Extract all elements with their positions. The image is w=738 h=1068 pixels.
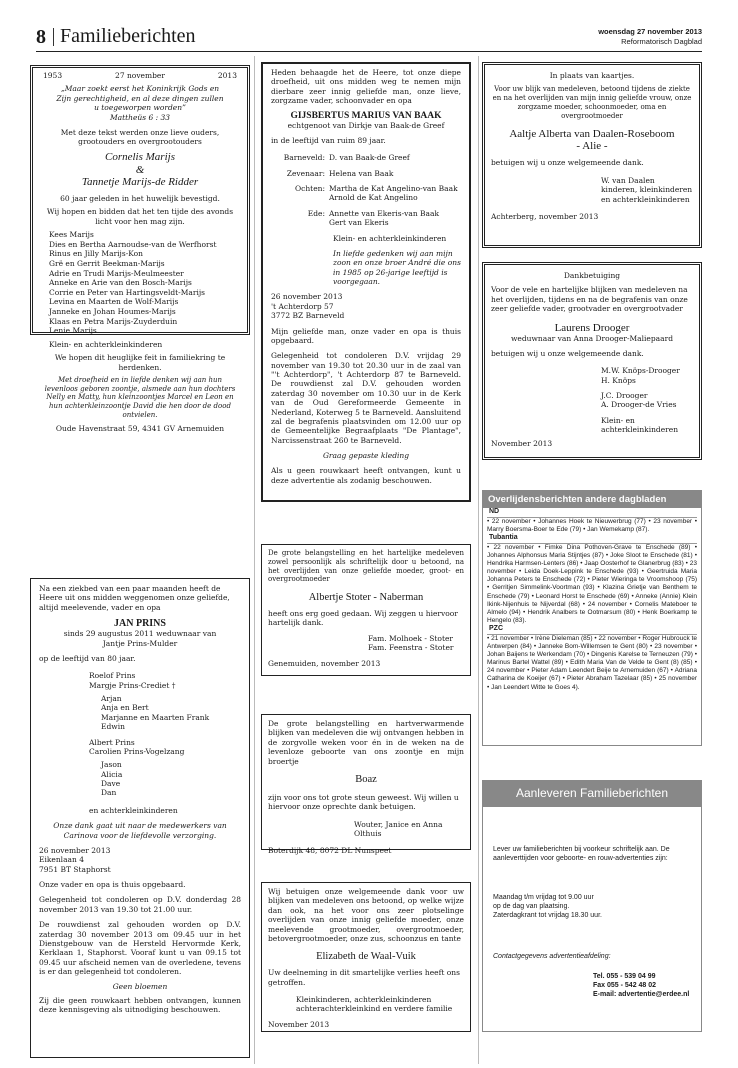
place-date: Genemuiden, november 2013 (268, 658, 381, 668)
member: Dave (101, 779, 121, 788)
name2: Tannetje Marijs-de Ridder (81, 175, 199, 188)
home: Onze vader en opa is thuis opgebaard. (39, 880, 186, 889)
years: 60 jaar geleden in het huwelijk bevestigd. (60, 194, 220, 204)
ad-van-baak (261, 62, 471, 502)
intro: Lever uw familieberichten bij voorkeur schriftelijk aan. De aanleverttijden voor geboorte- en rouw-advertenties zijn: (493, 846, 670, 863)
header-rule (36, 51, 702, 52)
ad-jan-prins (30, 578, 250, 1058)
section-text-pzc: • 21 november • Irène Dieleman (85) • 22 november • Roger Hubrouck te Antwerpen (84) • Janneke Bom-Willemsen te Gent (80) • 23 november • Johan Baijens te Werkendam (70) • Dingenis Karelse te Terneuzen (79) • Marinus Bartel Wattel (89) • Edith Maria Van de Velde te Gent (8) (85) • 24 november • Pieter Adam Leendert Beije te Arnemuiden (67) • Adriana Catharina de Koeijer (67) • Pieter Abraham Tazelaar (85) • 25 november • Jan Leendert Witte te Goes 4). (487, 634, 697, 691)
flowers: Geen bloemen (112, 982, 168, 992)
list-item: Lenie Marijs (49, 326, 97, 336)
member: Dan (101, 788, 117, 798)
header-divider (53, 28, 54, 46)
bible-quote: „Maar zoekt eerst het Koninkrijk Gods en Zijn gerechtigheid, en al deze dingen zullen u toegeworpen worden” (56, 84, 224, 113)
deceased-name: Aaltje Alberta van Daalen-Roseboom (509, 128, 675, 141)
ad-van-daalen (482, 62, 702, 248)
signer: Kleinkinderen, achterkleinkinderen (296, 995, 432, 1004)
member: Marjanne en Maarten Frank (101, 712, 210, 722)
address-line: 3772 BZ Barneveld (271, 311, 345, 321)
spouse: weduwnaar van Anna Drooger-Maliepaard (510, 333, 673, 343)
date: November 2013 (268, 1019, 330, 1029)
place: Ede: (307, 208, 325, 218)
names: Martha de Kat Angelino-van Baak (329, 184, 458, 193)
aanleveren-body (483, 845, 701, 999)
quote-ref: Mattheüs 6 : 33 (109, 112, 171, 122)
text: De grote belangstelling en het hartelijke medeleven zowel persoonlijk als schriftelijk door u betoond, na het overlijden van onze geliefde moeder, groot- en overgrootmoeder (268, 549, 464, 584)
page-header (36, 26, 702, 50)
grandchildren-group (89, 694, 241, 732)
signers (491, 176, 693, 204)
family-row (271, 184, 461, 203)
date-mid: 27 november (115, 71, 165, 80)
header-date: woensdag 27 november 2013 (598, 27, 702, 36)
overlijdens-body (483, 508, 701, 692)
condole: Gelegenheid tot condoleren op D.V. donderdag 28 november 2013 van 19.30 tot 21.00 uur. (39, 895, 241, 914)
family (39, 671, 241, 798)
deceased-name: Albertje Stoter - Naberman (308, 592, 424, 603)
overlijdens-panel (482, 490, 702, 746)
ad-boaz (261, 714, 471, 856)
page-title: Familieberichten (60, 25, 196, 47)
list-item: Levina en Maarten de Wolf-Marijs (49, 297, 179, 307)
address-block (39, 846, 241, 874)
list-item: Corrie en Peter van Hartingsveldt-Marijs (49, 287, 206, 297)
time-line: Maandag t/m vrijdag tot 9.00 uur (493, 894, 594, 902)
ad-marijs (30, 65, 250, 433)
memorial: In liefde gedenken wij aan mijn zoon en onze broer André die ons in 1985 op 26-jarige leeftijd is voorgegaan. (333, 248, 461, 286)
column-divider (254, 56, 255, 1064)
thanks: Onze dank gaat uit naar de medewerkers van Carinova voor de liefdevolle verzorging. (53, 821, 227, 840)
signers (268, 634, 464, 653)
thanks: zijn voor ons tot grote steun geweest. Wij willen u hiervoor onze oprechte dank betuigen. (268, 792, 459, 812)
member: Albert Prins (89, 737, 135, 747)
names: Helena van Baak (329, 168, 394, 178)
signer: M.W. Knöps-Drooger (601, 366, 680, 376)
text: Wij betuigen onze welgemeende dank voor uw blijken van medeleven ons betoond, op welke wijze dan ook, na het voor ons zeer plotselinge overlijden van onze innig geliefde moeder, onze meelevende grootmoeder, overgrootmoeder, betovergrootmoeder, onze zus, schoonzus en tante (268, 887, 464, 943)
aanleveren-panel (482, 780, 702, 1032)
list-item: Janneke en Johan Houmes-Marijs (49, 306, 176, 316)
nickname: - Alie - (576, 140, 608, 153)
year-right: 2013 (217, 71, 237, 80)
list-item: Anneke en Arie van den Bosch-Marijs (49, 278, 192, 288)
family-row (271, 169, 461, 178)
note: Zij die geen rouwkaart hebben ontvangen, kunnen deze kennisgeving als uitnodiging beschouwen. (39, 995, 241, 1015)
thanks: betuigen wij u onze welgemeende dank. (491, 158, 644, 168)
spouse: echtgenoot van Dirkje van Baak-de Greef (287, 120, 445, 130)
thanks: heeft ons erg goed gedaan. Wij zeggen u hiervoor hartelijk dank. (268, 609, 458, 628)
grandkids: Klein- en achterkleinkinderen (49, 339, 163, 349)
signer: Fam. Molhoek - Stoter (368, 633, 453, 643)
list-item: Rinus en Jilly Marijs-Kon (49, 249, 144, 259)
signers (268, 995, 464, 1014)
member: Jason (101, 760, 122, 770)
prayer: Wij hopen en bidden dat het ten tijde des avonds licht voor hen mag zijn. (46, 207, 234, 226)
grandchildren-group (89, 760, 241, 798)
thanks: betuigen wij u onze welgemeende dank. (491, 348, 644, 358)
contact-email[interactable]: E-mail: advertentie@erdee.nl (593, 990, 690, 998)
place: Zevenaar: (286, 168, 325, 178)
place-date: Achterberg, november 2013 (491, 211, 599, 221)
member: Edwin (101, 722, 125, 732)
note: Als u geen rouwkaart heeft ontvangen, kunt u deze advertentie als zodanig beschouwen. (271, 466, 461, 485)
support: Uw deelneming in dit smartelijke verlies heeft ons getroffen. (268, 968, 460, 987)
signer: Fam. Feenstra - Stoter (368, 643, 454, 653)
family-row (271, 153, 461, 162)
intro: Heden behaagde het de Heere, tot onze diepe droefheid, uit ons midden weg te nemen mijn dierbare zeer innig geliefde man, onze lieve, zorgzame vader, schoonvader en opa (271, 68, 461, 106)
family-row (271, 209, 461, 228)
section-text-nd: • 22 november • Johannes Hoek te Nieuwerbrug (77) • 23 november • Marry Boersma-Boer te Ede (79) • Jan Wemekamp (87). (487, 517, 697, 533)
signer: H. Knöps (601, 375, 636, 385)
age: op de leeftijd van 80 jaar. (39, 653, 136, 663)
member: Carolien Prins-Vogelzang (89, 746, 185, 756)
service: De rouwdienst zal gehouden worden op D.V. zaterdag 30 november 2013 om 09.45 uur in het Dienstgebouw van de Hersteld Hervormde Kerk, Kerklaan 1, Staphorst. Vooraf kunt u van 09.15 tot 09.45 uur afscheid nemen van de overledene, tevens is er dan gelegenheid tot condoleren. (39, 920, 241, 976)
signer: Klein- en achterkleinkinderen (601, 415, 679, 435)
aanleveren-title: Aanleveren Familieberichten (483, 781, 701, 807)
address: Oude Havenstraat 59, 4341 GV Arnemuiden (55, 423, 225, 433)
address-block (271, 292, 461, 320)
signer: A. Drooger-de Vries (601, 400, 677, 410)
signer: achterachterkleinkind en verdere familie (296, 1004, 453, 1014)
intro: Na een ziekbed van een paar maanden heeft de Heere uit ons midden weggenomen onze geliefde, altijd meelevende, vader en opa (39, 584, 230, 612)
deceased-name: Elizabeth de Waal-Vuik (316, 951, 416, 963)
address: Boterdijk 48, 8072 DL Nunspeet (268, 846, 392, 856)
name1: Cornelis Marijs (105, 150, 175, 163)
family-list (43, 230, 237, 336)
date: November 2013 (491, 438, 553, 448)
signer: en achterkleinkinderen (601, 194, 690, 204)
header-paper: Reformatorisch Dagblad (621, 37, 702, 46)
member: Anja en Bert (101, 703, 149, 713)
time-line: op de dag van plaatsing. (493, 903, 570, 911)
place: Ochten: (295, 184, 325, 193)
signers (491, 366, 693, 434)
address-line: 26 november 2013 (39, 845, 111, 855)
age: in de leeftijd van ruim 89 jaar. (271, 135, 386, 145)
section-text-tubantia: • 22 november • Fimke Dina Pothoven-Grave te Enschede (89) • Johannes Alphonsus Maria Stijntjes (87) • Joke Sloot te Enschede (81) • Hendrika Harmsen-Lenters (86) • Jaap Oosterhof te Glanerbrug (83) • 23 november • Leida Doek-Leppink te Enschede (93) • Geertruida Maria Johanna Peters te Enschede (72) • Pieter Wieringa te Vroomshoop (75) • Gerritjen Simmelink-Voortman (93) • Klazina Grietje van Benthem te Enschede (79) • Leonard Horst te Enschede (69) • Anneke (Annie) Klein Ikink-Nijenhuis te Nijverdal (68) • 24 november • Cornelis Mateboer te Almelo (94) • Hendrik Analbers te Ootmarsum (80) • Henk Boerkamp te Hengelo (83). (487, 543, 697, 624)
signers: Wouter, Janice en Anna Olthuis (354, 819, 443, 838)
time-line: Zaterdagkrant tot vrijdag 18.30 uur. (493, 912, 602, 920)
home: Mijn geliefde man, onze vader en opa is thuis opgebaard. (271, 326, 461, 345)
deceased-name: Laurens Drooger (554, 321, 630, 334)
service: Gelegenheid tot condoleren D.V. vrijdag 29 november van 19.30 tot 20.30 uur in de zaal van "'t Achterdorp", 't Achterdorp 87 te Barneveld. De rouwdienst zal D.V. gehouden worden zaterdag 30 november om 10.30 uur in de Kerk van de Oud Gereformeerde Gemeente in Nederland, Koterweg 5 te Barneveld. Aansluitend zal de begrafenis plaatsvinden om 12.00 uur op de Gemeentelijke Begraafplaats "De Plantage", Narcissenstraat 260 te Barneveld. (271, 351, 461, 445)
names: Annette van Ekeris-van Baak (329, 208, 440, 218)
amp: & (135, 163, 145, 176)
contact-fax: Fax 055 - 542 48 02 (593, 981, 657, 989)
hope: We hopen dit heuglijke feit in familiekring te herdenken. (54, 353, 226, 372)
heading: In plaats van kaartjes. (549, 71, 635, 80)
member: Arjan (101, 694, 122, 703)
spouse: sinds 29 augustus 2011 weduwnaar van Jantje Prins-Mulder (63, 629, 217, 648)
ad-stoter (261, 544, 471, 676)
grandkids: en achterkleinkinderen (89, 805, 178, 815)
section-label-nd: ND (487, 508, 697, 518)
names: Arnold de Kat Angelino (329, 193, 418, 203)
grandkids: Klein- en achterkleinkinderen (333, 233, 447, 243)
ad-marijs-dates (43, 71, 237, 80)
contact-title: Contactgegevens advertentieafdeling: (493, 953, 611, 961)
list-item: Klaas en Petra Marijs-Zuyderduin (49, 316, 178, 326)
list-item: Grë en Gerrit Beekman-Marijs (49, 259, 165, 268)
deceased-name: JAN PRINS (114, 618, 166, 630)
names: D. van Baak-de Greef (329, 153, 410, 163)
address-line: 't Achterdorp 57 (271, 301, 334, 311)
section-label-tubantia: Tubantia (487, 534, 697, 544)
dress: Graag gepaste kleding (322, 451, 410, 460)
place: Barneveld: (283, 153, 325, 163)
signer: kinderen, kleinkinderen (601, 185, 693, 195)
memorial: Met droefheid en in liefde denken wij aan hun levenloos geboren zoontje, alsmede aan hun dochters Nelly en Matty, hun kleinzoontjes Marcel en Leon en hun achterkleinzoontje David die hen door de dood ontvielen. (44, 375, 236, 419)
ad-de-waal-vuik (261, 882, 471, 1032)
signer: W. van Daalen (601, 175, 655, 185)
signer: J.C. Drooger (601, 391, 648, 400)
text: De grote belangstelling en hartverwarmende blijken van medeleven die wij ontvangen hebben in de zorgvolle weken voor én in de weken na de levenloze geboorte van ons zoontje en mijn broertje (268, 719, 464, 766)
year-left: 1953 (43, 71, 63, 80)
text: Voor de vele en hartelijke blijken van medeleven na het overlijden, tijdens en na de begrafenis van onze zeer geliefde vader, grootvader en overgrootvader (491, 285, 688, 314)
page-number: 8 (36, 26, 46, 48)
column-divider (478, 56, 479, 1064)
member: Roelof Prins (89, 671, 136, 681)
list-item: Adrie en Trudi Marijs-Meulmeester (49, 268, 184, 278)
address-line: Eikenlaan 4 (39, 855, 85, 865)
section-label-pzc: PZC (487, 625, 697, 635)
list-item: Dies en Bertha Aarnoudse-van de Werfhorst (49, 239, 217, 249)
deceased-name: GIJSBERTUS MARIUS VAN BAAK (290, 110, 442, 121)
member: Margje Prins-Crediet † (89, 680, 176, 690)
address-line: 26 november 2013 (271, 292, 343, 302)
member: Alicia (101, 769, 123, 779)
intro: Met deze tekst werden onze lieve ouders, grootouders en overgrootouders (60, 127, 220, 147)
heading: Dankbetuiging (563, 271, 621, 280)
overlijdens-title: Overlijdensberichten andere dagbladen (483, 491, 701, 508)
address-line: 7951 BT Staphorst (39, 864, 111, 874)
text: Voor uw blijk van medeleven, betoond tijdens de ziekte en na het overlijden van mijn innig geliefde vrouw, onze zorgzame moeder, schoonmoeder, oma en overgrootmoeder (492, 85, 692, 120)
contact-tel: Tel. 055 - 539 04 99 (593, 972, 656, 980)
ad-drooger (482, 262, 702, 460)
child-name: Boaz (355, 773, 377, 785)
list-item: Kees Marijs (49, 230, 94, 240)
names: Gert van Ekeris (329, 218, 389, 228)
